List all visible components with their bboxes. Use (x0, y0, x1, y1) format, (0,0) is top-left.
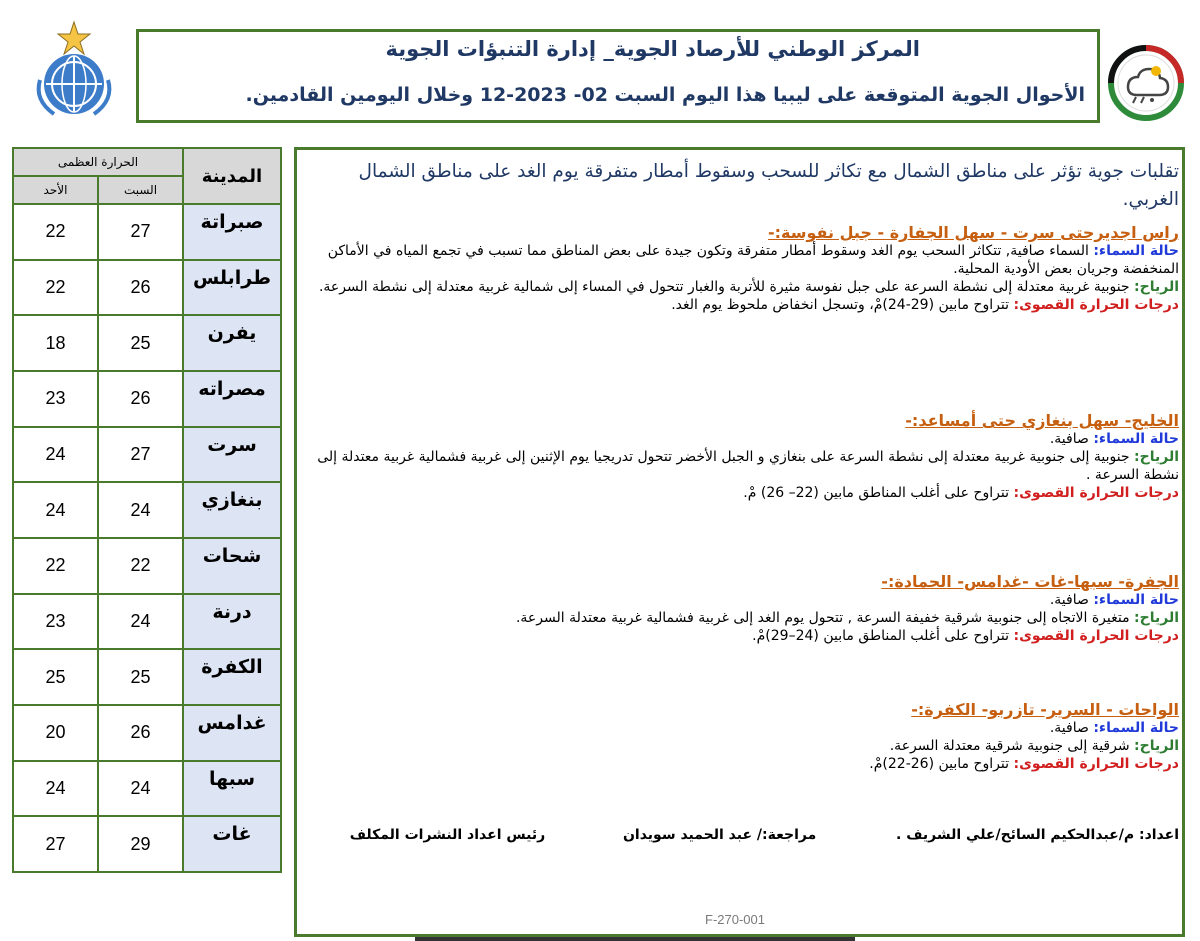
sun-value: 23 (13, 594, 98, 650)
sky-text: صافية. (1049, 431, 1094, 447)
sky-text: صافية. (1049, 720, 1094, 736)
city-name: غدامس (183, 705, 281, 761)
city-name: بنغازي (183, 482, 281, 538)
city-name: غات (183, 816, 281, 872)
wind-label: الرياح: (1134, 738, 1179, 754)
sat-value: 24 (98, 482, 183, 538)
wind-label: الرياح: (1134, 610, 1179, 626)
day2-header: الأحد (13, 176, 98, 204)
temp-text: تتراوح مابين (29-24)مْ، وتسجل انخفاض ملحوظ يوم الغد. (671, 297, 1014, 313)
signatures (302, 827, 1179, 843)
sky-text: السماء صافية, تتكاثر السحب يوم الغد وسقوط أمطار متفرقة وتكون جيدة على بعض المناطق مما تسبب في تجمع المياه في الأماكن المنخفضة وجريان بعض الأودية المحلية. (327, 243, 1179, 277)
sky-label: حالة السماء: (1093, 431, 1179, 447)
table-row (13, 705, 281, 761)
table-row (13, 260, 281, 316)
wind-text: شرقية إلى جنوبية شرقية معتدلة السرعة. (889, 738, 1135, 754)
city-name: سرت (183, 427, 281, 483)
table-row (13, 761, 281, 817)
sky-text: صافية. (1049, 592, 1094, 608)
table-row (13, 538, 281, 594)
forecast-intro: تقلبات جوية تؤثر على مناطق الشمال مع تكاثر للسحب وسقوط أمطار متفرقة يوم الغد على مناطق الشمال الغربي. (358, 161, 1179, 210)
max-temp-header: الحرارة العظمى (13, 148, 183, 176)
sat-value: 26 (98, 260, 183, 316)
header-title: المركز الوطني للأرصاد الجوية_ إدارة التنبؤات الجوية (385, 37, 920, 61)
header-subtitle: الأحوال الجوية المتوقعة على ليبيا هذا اليوم السبت 02- 2023-12 وخلال اليومين القادمين. (245, 84, 1085, 106)
wmo-logo (28, 20, 120, 120)
sun-value: 24 (13, 761, 98, 817)
wind-text: جنوبية غربية معتدلة إلى نشطة السرعة على جبل نفوسة مثيرة للأتربة والغبار تتحول في المساء إلى شمالية غربية معتدلة إلى نشطة السرعة. (318, 279, 1135, 295)
sat-value: 24 (98, 761, 183, 817)
temp-text: تتراوح على أغلب المناطق مابين (24–29)مْ. (752, 628, 1014, 644)
sky-label: حالة السماء: (1093, 592, 1179, 608)
ncm-logo (1108, 45, 1184, 121)
head-of-bulletins: رئيس اعداد النشرات المكلف (349, 827, 546, 843)
sat-value: 26 (98, 705, 183, 761)
city-name: سبها (183, 761, 281, 817)
region-title: الجفرة- سبها-غات -غدامس- الحمادة:- (881, 572, 1179, 591)
sun-value: 20 (13, 705, 98, 761)
wind-label: الرياح: (1134, 449, 1179, 465)
max-temperature-table (12, 147, 282, 873)
temp-label: درجات الحرارة القصوى: (1013, 628, 1179, 644)
region-title: راس اجديرحتى سرت - سهل الجفارة - جبل نفوسة:- (767, 223, 1179, 242)
table-row (13, 594, 281, 650)
sat-value: 27 (98, 204, 183, 260)
sun-value: 24 (13, 427, 98, 483)
sat-value: 25 (98, 315, 183, 371)
region-block (302, 700, 1179, 773)
temp-label: درجات الحرارة القصوى: (1013, 485, 1179, 501)
table-row (13, 371, 281, 427)
temp-label: درجات الحرارة القصوى: (1013, 756, 1179, 772)
city-name: درنة (183, 594, 281, 650)
city-name: شحات (183, 538, 281, 594)
sun-value: 18 (13, 315, 98, 371)
reviewed-by: مراجعة:/ عبد الحميد سويدان (622, 827, 817, 843)
sky-label: حالة السماء: (1093, 720, 1179, 736)
table-row (13, 649, 281, 705)
sat-value: 26 (98, 371, 183, 427)
sat-value: 22 (98, 538, 183, 594)
city-header: المدينة (183, 148, 281, 204)
sat-value: 27 (98, 427, 183, 483)
sun-value: 25 (13, 649, 98, 705)
city-name: طرابلس (183, 260, 281, 316)
wind-label: الرياح: (1134, 279, 1179, 295)
city-name: مصراته (183, 371, 281, 427)
city-name: الكفرة (183, 649, 281, 705)
region-title: الخليج- سهل بنغازي حتى أمساعد:- (905, 411, 1179, 430)
sun-value: 22 (13, 204, 98, 260)
city-name: يفرن (183, 315, 281, 371)
sun-value: 27 (13, 816, 98, 872)
table-row (13, 315, 281, 371)
bottom-bar (415, 937, 855, 941)
sat-value: 29 (98, 816, 183, 872)
wind-text: جنوبية إلى جنوبية غربية معتدلة إلى نشطة السرعة على بنغازي و الجبل الأخضر تتحول تدريجيا يوم الإثنين إلى غربية فشمالية غربية معتدلة إلى نشطة السرعة . (317, 449, 1179, 483)
sun-value: 22 (13, 260, 98, 316)
table-row (13, 816, 281, 872)
sun-value: 24 (13, 482, 98, 538)
region-block (302, 223, 1179, 314)
sat-value: 24 (98, 594, 183, 650)
table-row (13, 204, 281, 260)
sky-label: حالة السماء: (1093, 243, 1179, 259)
wind-text: متغيرة الاتجاه إلى جنوبية شرقية خفيفة السرعة , تتحول يوم الغد إلى غربية فشمالية غربية معتدلة السرعة. (515, 610, 1135, 626)
region-title: الواحات - السرير- تازربو- الكفرة:- (911, 700, 1179, 719)
region-block (302, 411, 1179, 502)
sun-value: 22 (13, 538, 98, 594)
sat-value: 25 (98, 649, 183, 705)
temp-label: درجات الحرارة القصوى: (1013, 297, 1179, 313)
temp-text: تتراوح مابين (26-22)مْ. (869, 756, 1014, 772)
temp-text: تتراوح على أغلب المناطق مابين (22– 26) مْ. (743, 485, 1014, 501)
region-block (302, 572, 1179, 645)
table-row (13, 427, 281, 483)
city-name: صبراتة (183, 204, 281, 260)
table-row (13, 482, 281, 538)
form-code: F-270-001 (705, 912, 765, 927)
day1-header: السبت (98, 176, 183, 204)
prepared-by: اعداد: م/عبدالحكيم السائح/علي الشريف . (896, 827, 1179, 843)
sun-value: 23 (13, 371, 98, 427)
